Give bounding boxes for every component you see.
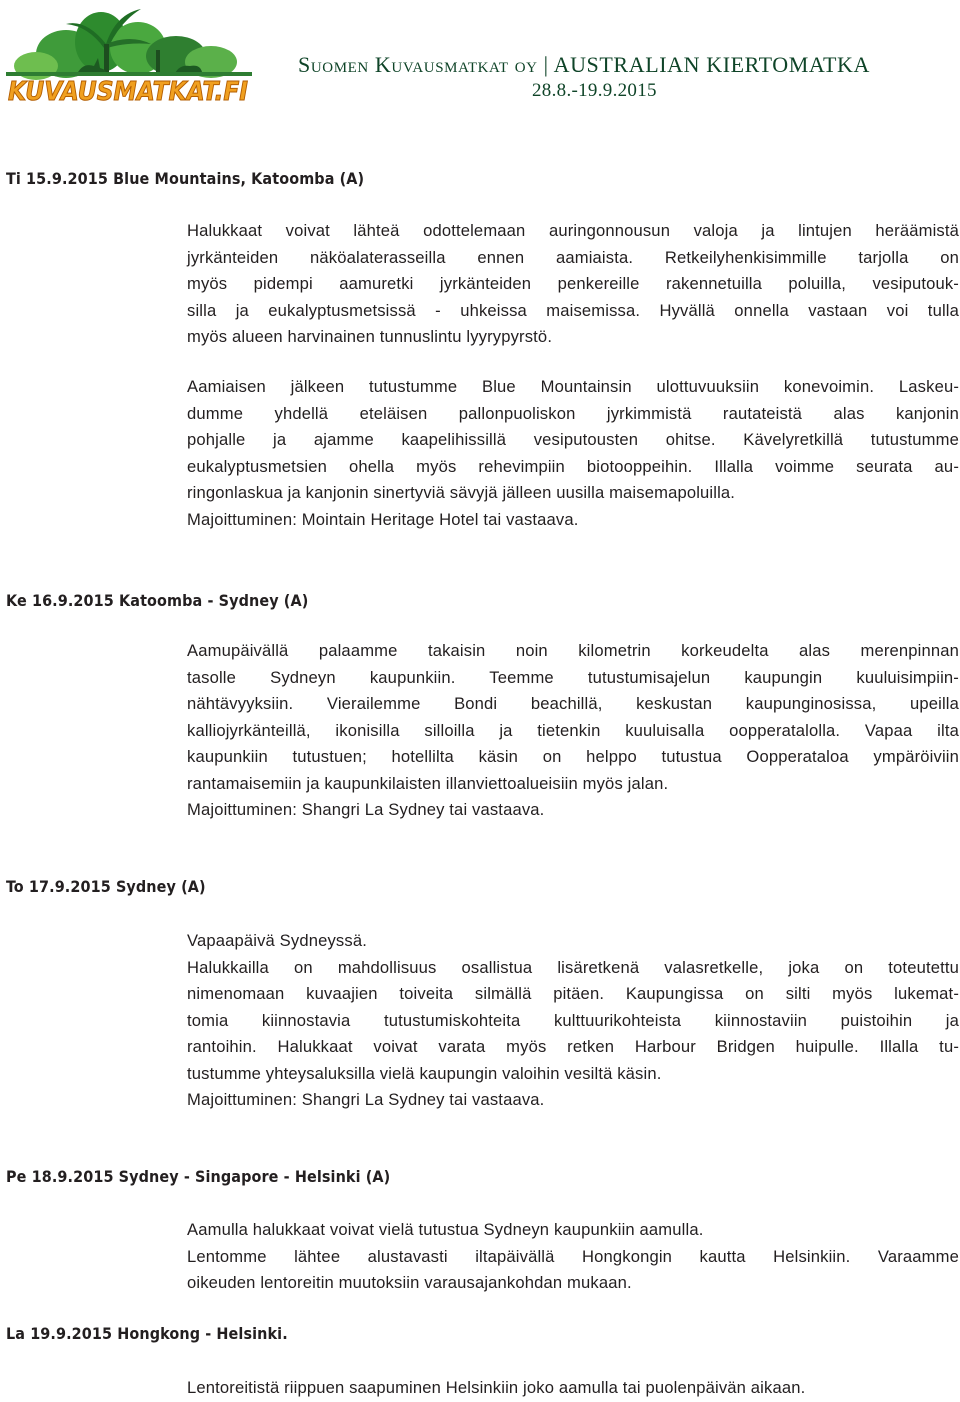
text-line: Aamiaisen jälkeen tutustumme Blue Mountainsin ulottuvuuksiin konevoimin. Laskeu- bbox=[187, 377, 959, 396]
text-line: Vapaapäivä Sydneyssä. bbox=[187, 931, 367, 950]
text-line: tomia kiinnostavia tutustumiskohteita kulttuurikohteista kiinnostaviin puistoihin ja bbox=[187, 1010, 959, 1030]
company-name: Suomen Kuvausmatkat oy bbox=[298, 52, 538, 77]
kuvausmatkat-logo bbox=[6, 4, 252, 104]
day-heading: Ke 16.9.2015 Katoomba - Sydney (A) bbox=[6, 591, 309, 610]
text-line: rantoihin. Halukkaat voivat varata myös retken Harbour Bridgen huipulle. Illalla tu- bbox=[187, 1037, 959, 1056]
text-line: myös pidempi aamuretki jyrkänteiden penkereille rakennetuilla poluilla, vesiputouk- bbox=[187, 274, 959, 293]
text-line: Majoittuminen: Shangri La Sydney tai vastaava. bbox=[187, 800, 545, 819]
text-line: kalliojyrkänteillä, ikonisilla silloilla ja tietenkin kuuluisalla oopperatalolla. Vapaa ilta bbox=[187, 720, 959, 740]
text-line: kaupunkiin tutustuen; hotellilta käsin on helppo tutustua Oopperataloa ympäröiviin bbox=[187, 747, 959, 766]
tour-dates: 28.8.-19.9.2015 bbox=[532, 80, 657, 101]
day-heading: Ti 15.9.2015 Blue Mountains, Katoomba (A) bbox=[6, 169, 365, 188]
text-line: silla ja eukalyptusmetsissä - uhkeissa maisemissa. Hyvällä onnella vastaan voi tulla bbox=[187, 300, 959, 320]
text-line: dumme yhdellä eteläisen pallonpuoliskon jyrkimmistä rautateistä alas kanjonin bbox=[187, 403, 959, 423]
text-line: Aamulla halukkaat voivat vielä tutustua Sydneyn kaupunkiin aamulla. bbox=[187, 1220, 704, 1239]
day-paragraph bbox=[187, 374, 959, 533]
text-line: Halukkaat voivat lähteä odottelemaan auringonnousun valoja ja lintujen heräämistä bbox=[187, 221, 959, 240]
text-line: myös alueen harvinainen tunnuslintu lyyrypyrstö. bbox=[187, 327, 553, 346]
day-paragraph bbox=[187, 1217, 959, 1297]
text-line: nähtävyyksiin. Vierailemme Bondi beachillä, keskustan kaupunginosissa, upeilla bbox=[187, 694, 959, 713]
text-line: ringonlaskua ja kanjonin sinertyviä sävyjä jälleen uusilla maisemapoluilla. bbox=[187, 483, 736, 502]
text-line: Aamupäivällä palaamme takaisin noin kilometrin korkeudelta alas merenpinnan bbox=[187, 641, 959, 660]
text-line: oikeuden lentoreitin muutoksiin varausajankohdan mukaan. bbox=[187, 1273, 632, 1292]
text-line: eukalyptusmetsien ohella myös rehevimpiin biotooppeihin. Illalla voimme seurata au- bbox=[187, 456, 959, 476]
text-line: Majoittuminen: Mointain Heritage Hotel tai vastaava. bbox=[187, 509, 579, 529]
text-line: jyrkänteiden näköalaterasseilla ennen aamiaista. Retkeilyhenkisimmille tarjolla on bbox=[187, 247, 959, 267]
logo-wordmark: KUVAUSMATKAT.FI bbox=[8, 77, 249, 104]
day-heading: La 19.9.2015 Hongkong - Helsinki. bbox=[6, 1324, 288, 1343]
day-paragraph bbox=[187, 218, 959, 351]
text-line: Halukkailla on mahdollisuus osallistua lisäretkenä valasretkelle, joka on toteutettu bbox=[187, 957, 959, 977]
jungle-logo-icon bbox=[6, 4, 252, 104]
day-paragraph bbox=[187, 638, 959, 824]
page-header bbox=[0, 0, 960, 110]
text-line: nimenomaan kuvaajien toiveita silmällä pitäen. Kaupungissa on silti myös lukemat- bbox=[187, 984, 959, 1003]
day-paragraph bbox=[187, 928, 959, 1114]
text-line: Lentoreitistä riippuen saapuminen Helsinkiin joko aamulla tai puolenpäivän aikaan. bbox=[187, 1378, 806, 1397]
text-line: Lentomme lähtee alustavasti iltapäivällä Hongkongin kautta Helsinkiin. Varaamme bbox=[187, 1246, 959, 1266]
header-title bbox=[298, 52, 948, 78]
title-separator: | bbox=[543, 52, 549, 77]
text-line: rantamaisemiin ja kaupunkilaisten illanviettoalueisiin myös jalan. bbox=[187, 773, 669, 793]
tour-name: AUSTRALIAN KIERTOMATKA bbox=[553, 52, 870, 77]
text-line: tasolle Sydneyn kaupunkiin. Teemme tutustumisajelun kaupungin kuuluisimpiin- bbox=[187, 667, 959, 687]
text-line: Majoittuminen: Shangri La Sydney tai vastaava. bbox=[187, 1090, 545, 1109]
text-line: tustumme yhteysaluksilla vielä kaupungin valoihin vesiltä käsin. bbox=[187, 1063, 662, 1083]
day-heading: Pe 18.9.2015 Sydney - Singapore - Helsinki (A) bbox=[6, 1167, 391, 1186]
text-line: pohjalle ja ajamme kaapelihissillä vesiputousten ohitse. Kävelyretkillä tutustumme bbox=[187, 430, 959, 449]
day-heading: To 17.9.2015 Sydney (A) bbox=[6, 877, 206, 896]
